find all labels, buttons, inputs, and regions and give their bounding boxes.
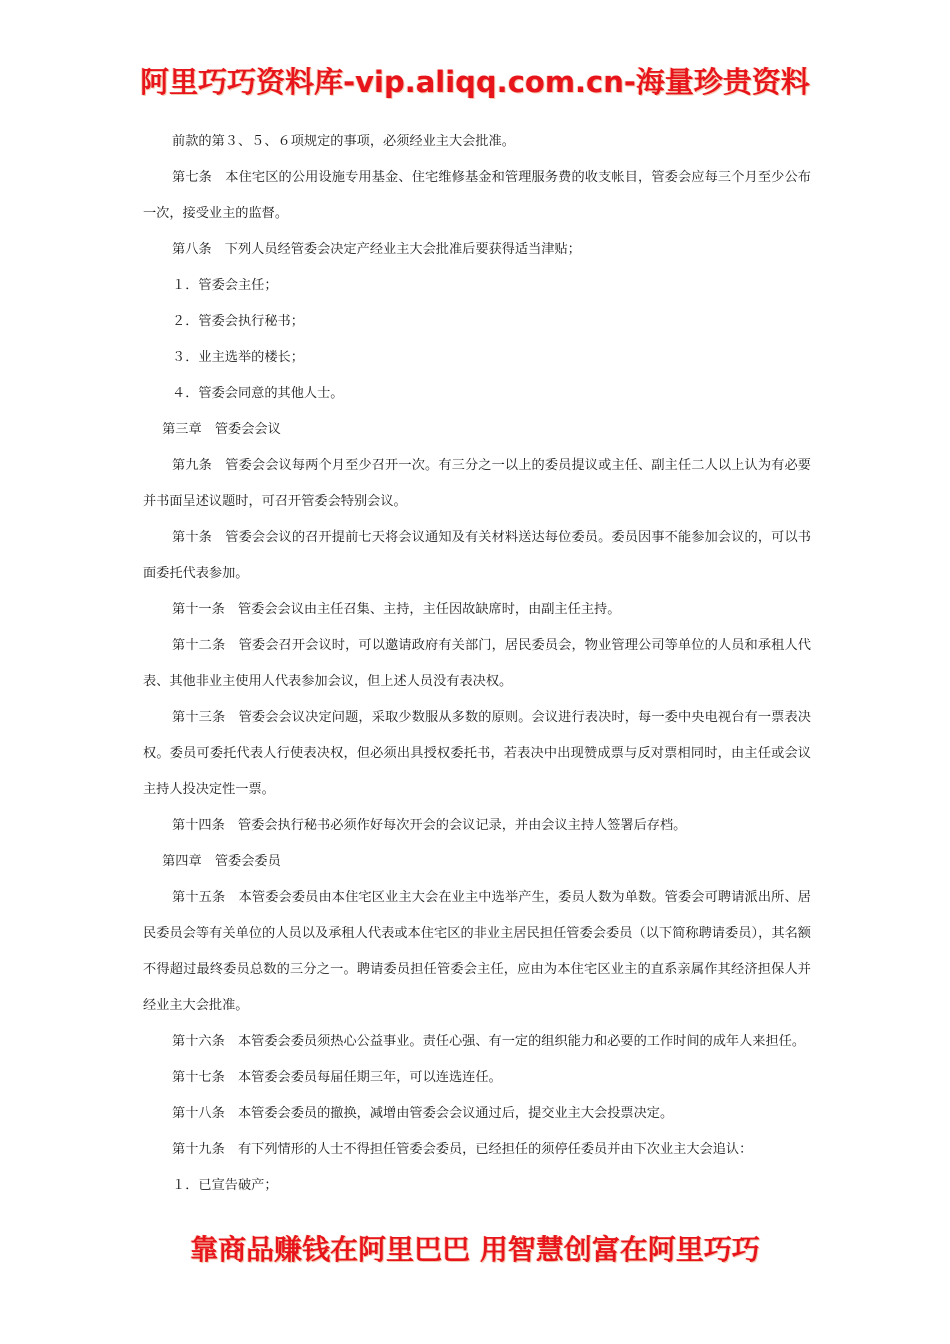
article-7: 第七条 本住宅区的公用设施专用基金、住宅维修基金和管理服务费的收支帐目，管委会应每三个月至少公布一次，接受业主的监督。: [143, 170, 811, 221]
article-10: 第十条 管委会会议的召开提前七天将会议通知及有关材料送达每位委员。委员因事不能参加会议的，可以书面委托代表参加。: [143, 530, 811, 581]
article-17: 第十七条 本管委会委员每届任期三年，可以连选连任。: [172, 1070, 502, 1085]
article-14: 第十四条 管委会执行秘书必须作好每次开会的会议记录，并由会议主持人签署后存档。: [172, 818, 687, 833]
article-12: 第十二条 管委会召开会议时，可以邀请政府有关部门，居民委员会，物业管理公司等单位的人员和承租人代表、其他非业主使用人代表参加会议，但上述人员没有表决权。: [143, 638, 811, 689]
document-body: [143, 124, 811, 1204]
list-item: １．已宣告破产；: [172, 1178, 278, 1193]
list-item: １．管委会主任；: [172, 278, 278, 293]
chapter-heading-3: 第三章 管委会会议: [162, 422, 281, 437]
chapter-heading-4: 第四章 管委会委员: [162, 854, 281, 869]
paragraph: 前款的第３、５、６项规定的事项，必须经业主大会批准。: [172, 134, 515, 149]
article-19: 第十九条 有下列情形的人士不得担任管委会委员，已经担任的须停任委员并由下次业主大会追认：: [172, 1142, 753, 1157]
list-item: ２．管委会执行秘书；: [172, 314, 304, 329]
article-8: 第八条 下列人员经管委会决定产经业主大会批准后要获得适当津贴；: [172, 242, 581, 257]
article-18: 第十八条 本管委会委员的撤换，减增由管委会会议通过后，提交业主大会投票决定。: [172, 1106, 674, 1121]
article-15: 第十五条 本管委会委员由本住宅区业主大会在业主中选举产生，委员人数为单数。管委会可聘请派出所、居民委员会等有关单位的人员以及承租人代表或本住宅区的非业主居民担任管委会委员（以下简称聘请委员），其名额不得超过最终委员总数的三分之一。聘请委员担任管委会主任，应由为本住宅区业主的直系亲属作其经济担保人并经业主大会批准。: [143, 890, 811, 1013]
list-item: ３．业主选举的楼长；: [172, 350, 304, 365]
article-16: 第十六条 本管委会委员须热心公益事业。责任心强、有一定的组织能力和必要的工作时间的成年人来担任。: [172, 1034, 806, 1049]
article-13: 第十三条 管委会会议决定问题，采取少数服从多数的原则。会议进行表决时，每一委中央电视台有一票表决权。委员可委托代表人行使表决权，但必须出具授权委托书，若表决中出现赞成票与反对票相同时，由主任或会议主持人投决定性一票。: [143, 710, 811, 797]
list-item: ４．管委会同意的其他人士。: [172, 386, 344, 401]
article-11: 第十一条 管委会会议由主任召集、主持，主任因故缺席时，由副主任主持。: [172, 602, 621, 617]
header-banner: 阿里巧巧资料库-vip.aliqq.com.cn-海量珍贵资料: [140, 65, 810, 99]
footer-banner: 靠商品赚钱在阿里巴巴 用智慧创富在阿里巧巧: [190, 1233, 760, 1266]
article-9: 第九条 管委会会议每两个月至少召开一次。有三分之一以上的委员提议或主任、副主任二人以上认为有必要并书面呈述议题时，可召开管委会特别会议。: [143, 458, 811, 509]
